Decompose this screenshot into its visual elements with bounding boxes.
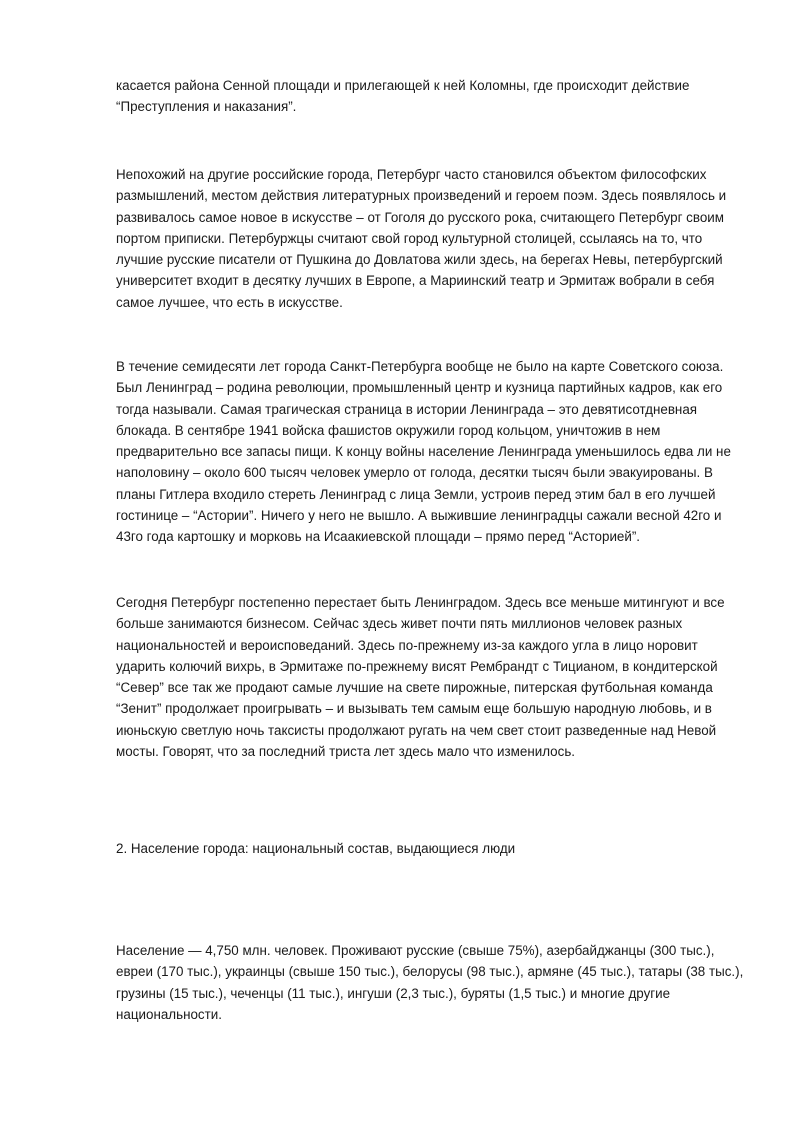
heading-text: 2. Население города: национальный состав, выдающиеся люди [116,841,516,856]
text-line: тогда называли. Самая трагическая страница в истории Ленинграда – это девятисотдневная [116,401,698,417]
text-line: В течение семидесяти лет города Санкт-Петербурга вообще не было на карте Советского союза. [116,359,724,374]
text-line: Был Ленинград – родина революции, промышленный центр и кузница партийных кадров, как его [116,380,723,396]
text-line: размышлений, местом действия литературных произведений и героем поэм. Здесь появлялось и [116,188,727,204]
text-line: национальностей и вероисповеданий. Здесь по-прежнему из-за каждого угла в лицо норовит [116,637,698,653]
text-line: грузины (15 тыс.), чеченцы (11 тыс.), ингуши (2,3 тыс.), буряты (1,5 тыс.) и многие другие [116,985,671,1001]
text-line: Сегодня Петербург постепенно перестает быть Ленинградом. Здесь все меньше митингуют и все [116,595,725,610]
text-line: портом приписки. Петербуржцы считают свой город культурной столицей, ссылаясь на то, что [116,230,703,246]
paragraph-population [116,940,744,1025]
paragraph-petersburg-today [116,592,736,762]
text-line: самое лучшее, что есть в искусстве. [116,294,343,310]
text-line: предварительно все запасы пищи. К концу войны население Ленинграда уменьшилось едва ли не [116,444,731,460]
paragraph-continuation [116,75,736,118]
text-line: “Зенит” продолжает проигрывать – и вызывать тем самым еще большую народную любовь, и в [116,701,712,717]
text-line: развивалось самое новое в искусстве – от Гоголя до русского рока, считающего Петербург своим [116,209,724,225]
text-line: гостинице – “Астории”. Ничего у него не вышло. А выжившие ленинградцы сажали весной 42го и [116,508,722,524]
text-line: наполовину – около 600 тысяч человек умерло от голода, десятки тысяч были эвакуированы. В [116,465,713,481]
text-line: Непохожий на другие российские города, Петербург часто становился объектом философских [116,167,707,182]
text-line: евреи (170 тыс.), украинцы (свыше 150 тыс.), белорусы (98 тыс.), армяне (45 тыс.), татары (38 тыс.), [116,964,744,980]
paragraph-petersburg-unlike [116,164,736,313]
text-line: “Север” все так же продают самые лучшие на свете пирожные, питерская футбольная команда [116,680,713,696]
text-line: лучшие русские писатели от Пушкина до Довлатова жили здесь, на берегах Невы, петербургский [116,252,723,268]
text-line: 43го года картошку и морковь на Исаакиевской площади – прямо перед “Асторией”. [116,529,641,545]
paragraph-leningrad-history [116,356,736,548]
text-line: касается района Сенной площади и прилегающей к ней Коломны, где происходит действие [116,78,690,93]
text-line: блокада. В сентябре 1941 войска фашистов окружили город кольцом, уничтожив в нем [116,422,661,438]
text-line: больше занимаются бизнесом. Сейчас здесь живет почти пять миллионов человек разных [116,616,683,632]
text-line: ударить колючий вихрь, в Эрмитаже по-прежнему висят Рембрандт с Тицианом, в кондитерской [116,658,718,674]
text-line: мосты. Говорят, что за последний триста лет здесь мало что изменилось. [116,744,576,760]
section-heading [116,838,736,859]
text-line: “Преступления и наказания”. [116,99,297,115]
text-line: национальности. [116,1006,222,1022]
text-line: университет входит в десятку лучших в Европе, а Мариинский театр и Эрмитаж вобрали в себя [116,273,715,289]
text-line: Население — 4,750 млн. человек. Проживают русские (свыше 75%), азербайджанцы (300 тыс.), [116,943,715,958]
text-line: июньскую светлую ночь таксисты продолжают ругать на чем свет стоит разведенные над Невой [116,722,717,738]
text-line: планы Гитлера входило стереть Ленинград с лица Земли, устроив перед этим бал в его лучшей [116,486,716,502]
